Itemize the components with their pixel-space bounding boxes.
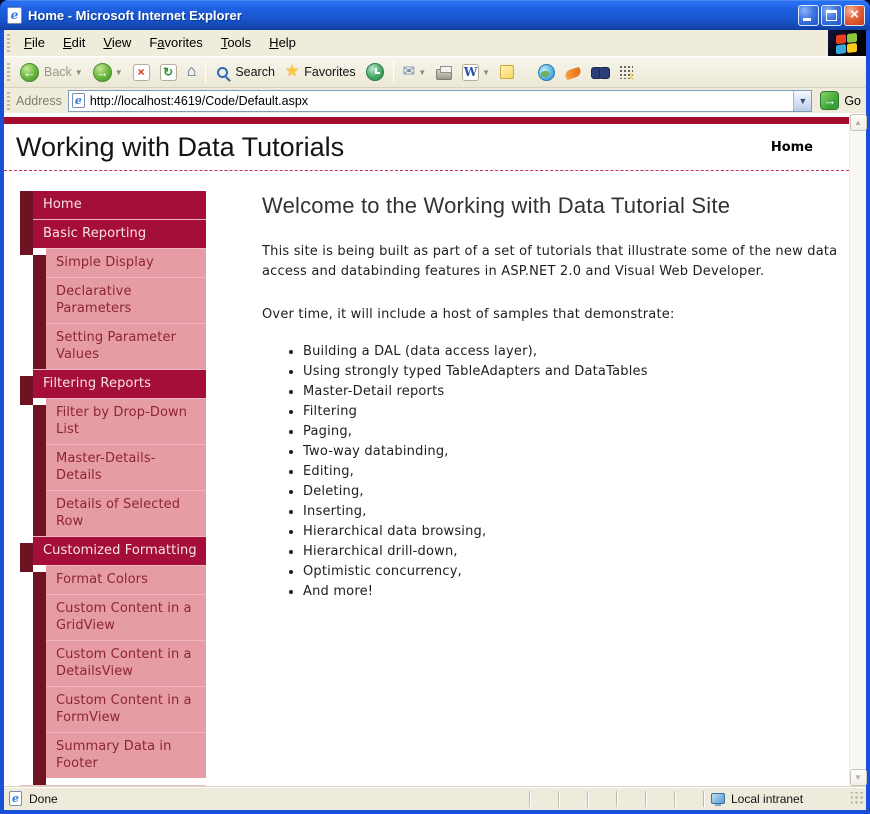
go-arrow-icon: → (820, 91, 839, 110)
nav-item-custom-content-in-a-gridview[interactable] (20, 594, 206, 640)
nav-item-simple-display[interactable] (20, 248, 206, 277)
forward-button[interactable] (90, 60, 126, 85)
nav-item-label: Simple Display (46, 248, 206, 277)
menu-item-favorites[interactable]: Favorites (149, 35, 203, 50)
home-link[interactable]: Home (770, 139, 813, 155)
nav-item-customized-formatting[interactable] (20, 536, 206, 565)
menu-item-edit[interactable]: Edit (62, 35, 86, 50)
status-page-icon: e (9, 791, 22, 806)
swoosh-icon (564, 67, 582, 81)
word-icon: W (463, 64, 478, 79)
nav-item-label: Format Colors (46, 565, 206, 594)
zone-text: Local intranet (731, 791, 804, 806)
stop-button[interactable] (130, 60, 153, 85)
web-page (4, 114, 849, 786)
site-title: Working with Data Tutorials (16, 131, 345, 162)
nav-item-filtering-reports[interactable] (20, 369, 206, 398)
nav-item-filter-by-drop-down-list[interactable] (20, 398, 206, 444)
close-icon: × (850, 5, 859, 23)
binoculars-icon (591, 65, 609, 79)
nav-item-label: Filter by Drop-Down List (46, 398, 206, 444)
toolbar-grip-handle[interactable] (7, 63, 10, 81)
globe-icon (538, 64, 555, 81)
forward-dropdown-icon[interactable]: ▼ (114, 67, 123, 77)
menu-items (15, 34, 305, 52)
nav-item-custom-content-in-a-detailsview[interactable] (20, 640, 206, 686)
address-label: Address (16, 93, 62, 108)
feature-list-item: • Filtering (303, 402, 849, 422)
address-input[interactable] (68, 90, 812, 112)
search-label: Search (235, 65, 275, 79)
browser-extension-button-1[interactable] (535, 60, 558, 85)
feature-list-item: • Hierarchical drill-down, (303, 542, 849, 562)
nav-item-label: Summary Data in Footer (46, 732, 206, 778)
menu-bar (4, 30, 866, 57)
feature-list-item: • Paging, (303, 422, 849, 442)
page-icon: e (72, 93, 85, 108)
nav-item-label: Home (33, 191, 206, 219)
status-pane (616, 791, 645, 807)
scroll-up-button[interactable]: ▲ (850, 114, 867, 131)
mail-button[interactable] (400, 60, 430, 85)
status-left-pane (9, 791, 529, 806)
favorites-label: Favorites (304, 65, 356, 79)
page-layout (4, 171, 849, 786)
page-top-red-bar (4, 117, 849, 124)
feature-list-item: • Editing, (303, 462, 849, 482)
discuss-button[interactable] (497, 60, 517, 85)
go-button[interactable] (820, 91, 861, 110)
title-bar (0, 0, 870, 30)
vertical-scrollbar[interactable] (849, 114, 866, 786)
page-header (4, 124, 849, 171)
search-button[interactable] (212, 60, 278, 85)
status-pane (587, 791, 616, 807)
feature-list-item: • Master-Detail reports (303, 382, 849, 402)
feature-list-item: • Building a DAL (data access layer), (303, 342, 849, 362)
back-button[interactable] (17, 60, 86, 85)
toolbar-separator (205, 61, 206, 83)
history-icon (366, 63, 384, 81)
refresh-icon: ↻ (160, 64, 177, 81)
feature-list-item: • And more! (303, 582, 849, 602)
messenger-button[interactable] (616, 60, 636, 85)
close-button[interactable] (844, 5, 865, 26)
feature-list-item: • Two-way databinding, (303, 442, 849, 462)
back-label: Back (44, 65, 72, 79)
resize-grip[interactable] (851, 792, 864, 805)
local-intranet-icon (711, 793, 725, 804)
main-content (262, 191, 849, 602)
print-button[interactable] (433, 60, 455, 85)
window-title: Home - Microsoft Internet Explorer (28, 7, 242, 23)
home-icon: ⌂ (186, 63, 197, 80)
windows-logo (828, 30, 866, 56)
edit-dropdown-icon[interactable]: ▼ (482, 67, 491, 77)
mail-dropdown-icon[interactable]: ▼ (418, 67, 427, 77)
nav-item-label: Custom Content in a DetailsView (46, 640, 206, 686)
history-button[interactable] (363, 60, 387, 85)
scroll-down-button[interactable]: ▼ (850, 769, 867, 786)
feature-list-item: • Deleting, (303, 482, 849, 502)
forward-icon: → (93, 63, 112, 82)
nav-item-details-of-selected-row[interactable] (20, 490, 206, 536)
research-button[interactable] (588, 60, 612, 85)
menu-item-view[interactable]: View (103, 35, 132, 50)
nav-item-home[interactable] (20, 191, 206, 219)
toolbar-separator (393, 61, 394, 83)
nav-item-label: Custom Content in a GridView (46, 594, 206, 640)
favorites-button[interactable] (282, 60, 359, 85)
address-url[interactable]: http://localhost:4619/Code/Default.aspx (89, 93, 309, 108)
refresh-button[interactable] (157, 60, 180, 85)
nav-item-label: Master-Details-Details (46, 444, 206, 490)
nav-item-label: Setting Parameter Values (46, 323, 206, 369)
menu-item-help[interactable]: Help (269, 35, 296, 50)
feature-list-item: • Hierarchical data browsing, (303, 522, 849, 542)
address-dropdown-button[interactable]: ▼ (793, 91, 811, 111)
standard-toolbar (4, 57, 866, 88)
go-label: Go (844, 93, 861, 108)
nav-item-basic-reporting[interactable] (20, 219, 206, 248)
print-icon (436, 69, 452, 80)
status-pane (529, 791, 558, 807)
maximize-button[interactable] (821, 5, 842, 26)
feature-list-item: • Using strongly typed TableAdapters and DataTables (303, 362, 849, 382)
stop-icon: × (133, 64, 150, 81)
feature-list (266, 342, 849, 602)
nav-item-custom-content-in-a-formview[interactable] (20, 686, 206, 732)
menu-item-tools[interactable]: Tools (220, 35, 252, 50)
feature-list-item: • Inserting, (303, 502, 849, 522)
nav-item-accent (33, 739, 46, 785)
nav-item-format-colors[interactable] (20, 565, 206, 594)
maximize-icon (826, 10, 837, 21)
overview-paragraph: Over time, it will include a host of samples that demonstrate: (262, 307, 675, 322)
back-icon: ← (20, 63, 39, 82)
favorites-star-icon: ★ (284, 63, 300, 80)
security-zone-pane (703, 791, 845, 807)
status-pane (558, 791, 587, 807)
windows-flag-icon (836, 32, 858, 53)
sidebar-nav (20, 191, 206, 786)
feature-list-item: • Optimistic concurrency, (303, 562, 849, 582)
menu-item-file[interactable]: File (24, 35, 45, 50)
browser-viewport (4, 114, 866, 786)
dotted-grid-icon (619, 65, 633, 79)
nav-item-summary-data-in-footer[interactable] (20, 732, 206, 778)
home-button[interactable] (184, 60, 200, 85)
nav-item-master-details-details[interactable] (20, 444, 206, 490)
note-icon (500, 65, 514, 79)
back-dropdown-icon[interactable]: ▼ (74, 67, 83, 77)
status-pane (674, 791, 703, 807)
nav-item-label: Filtering Reports (33, 369, 206, 398)
content-heading: Welcome to the Working with Data Tutorial Site (262, 193, 731, 218)
intro-paragraph: This site is being built as part of a set of tutorials that illustrate some of the new data access and databinding features in ASP.NET 2.0 and Visual Web Developer. (262, 244, 838, 279)
mail-icon: ✉ (402, 63, 416, 80)
status-text: Done (29, 791, 58, 806)
edit-with-word-button[interactable] (459, 60, 493, 85)
address-grip-handle[interactable] (7, 92, 10, 110)
address-bar (4, 88, 866, 114)
menu-grip-handle[interactable] (7, 34, 10, 52)
search-icon (217, 67, 228, 78)
ie-document-icon: e (7, 7, 22, 24)
browser-extension-button-2[interactable] (562, 60, 584, 85)
nav-item-declarative-parameters[interactable] (20, 277, 206, 323)
minimize-icon (803, 18, 811, 21)
nav-item-label: Customized Formatting (33, 536, 206, 565)
nav-item-label: Custom Content in a FormView (46, 686, 206, 732)
nav-item-label: Details of Selected Row (46, 490, 206, 536)
nav-item-label: Basic Reporting (33, 219, 206, 248)
status-bar (4, 786, 866, 810)
nav-item-setting-parameter-values[interactable] (20, 323, 206, 369)
status-pane (645, 791, 674, 807)
nav-item-label: Declarative Parameters (46, 277, 206, 323)
minimize-button[interactable] (798, 5, 819, 26)
